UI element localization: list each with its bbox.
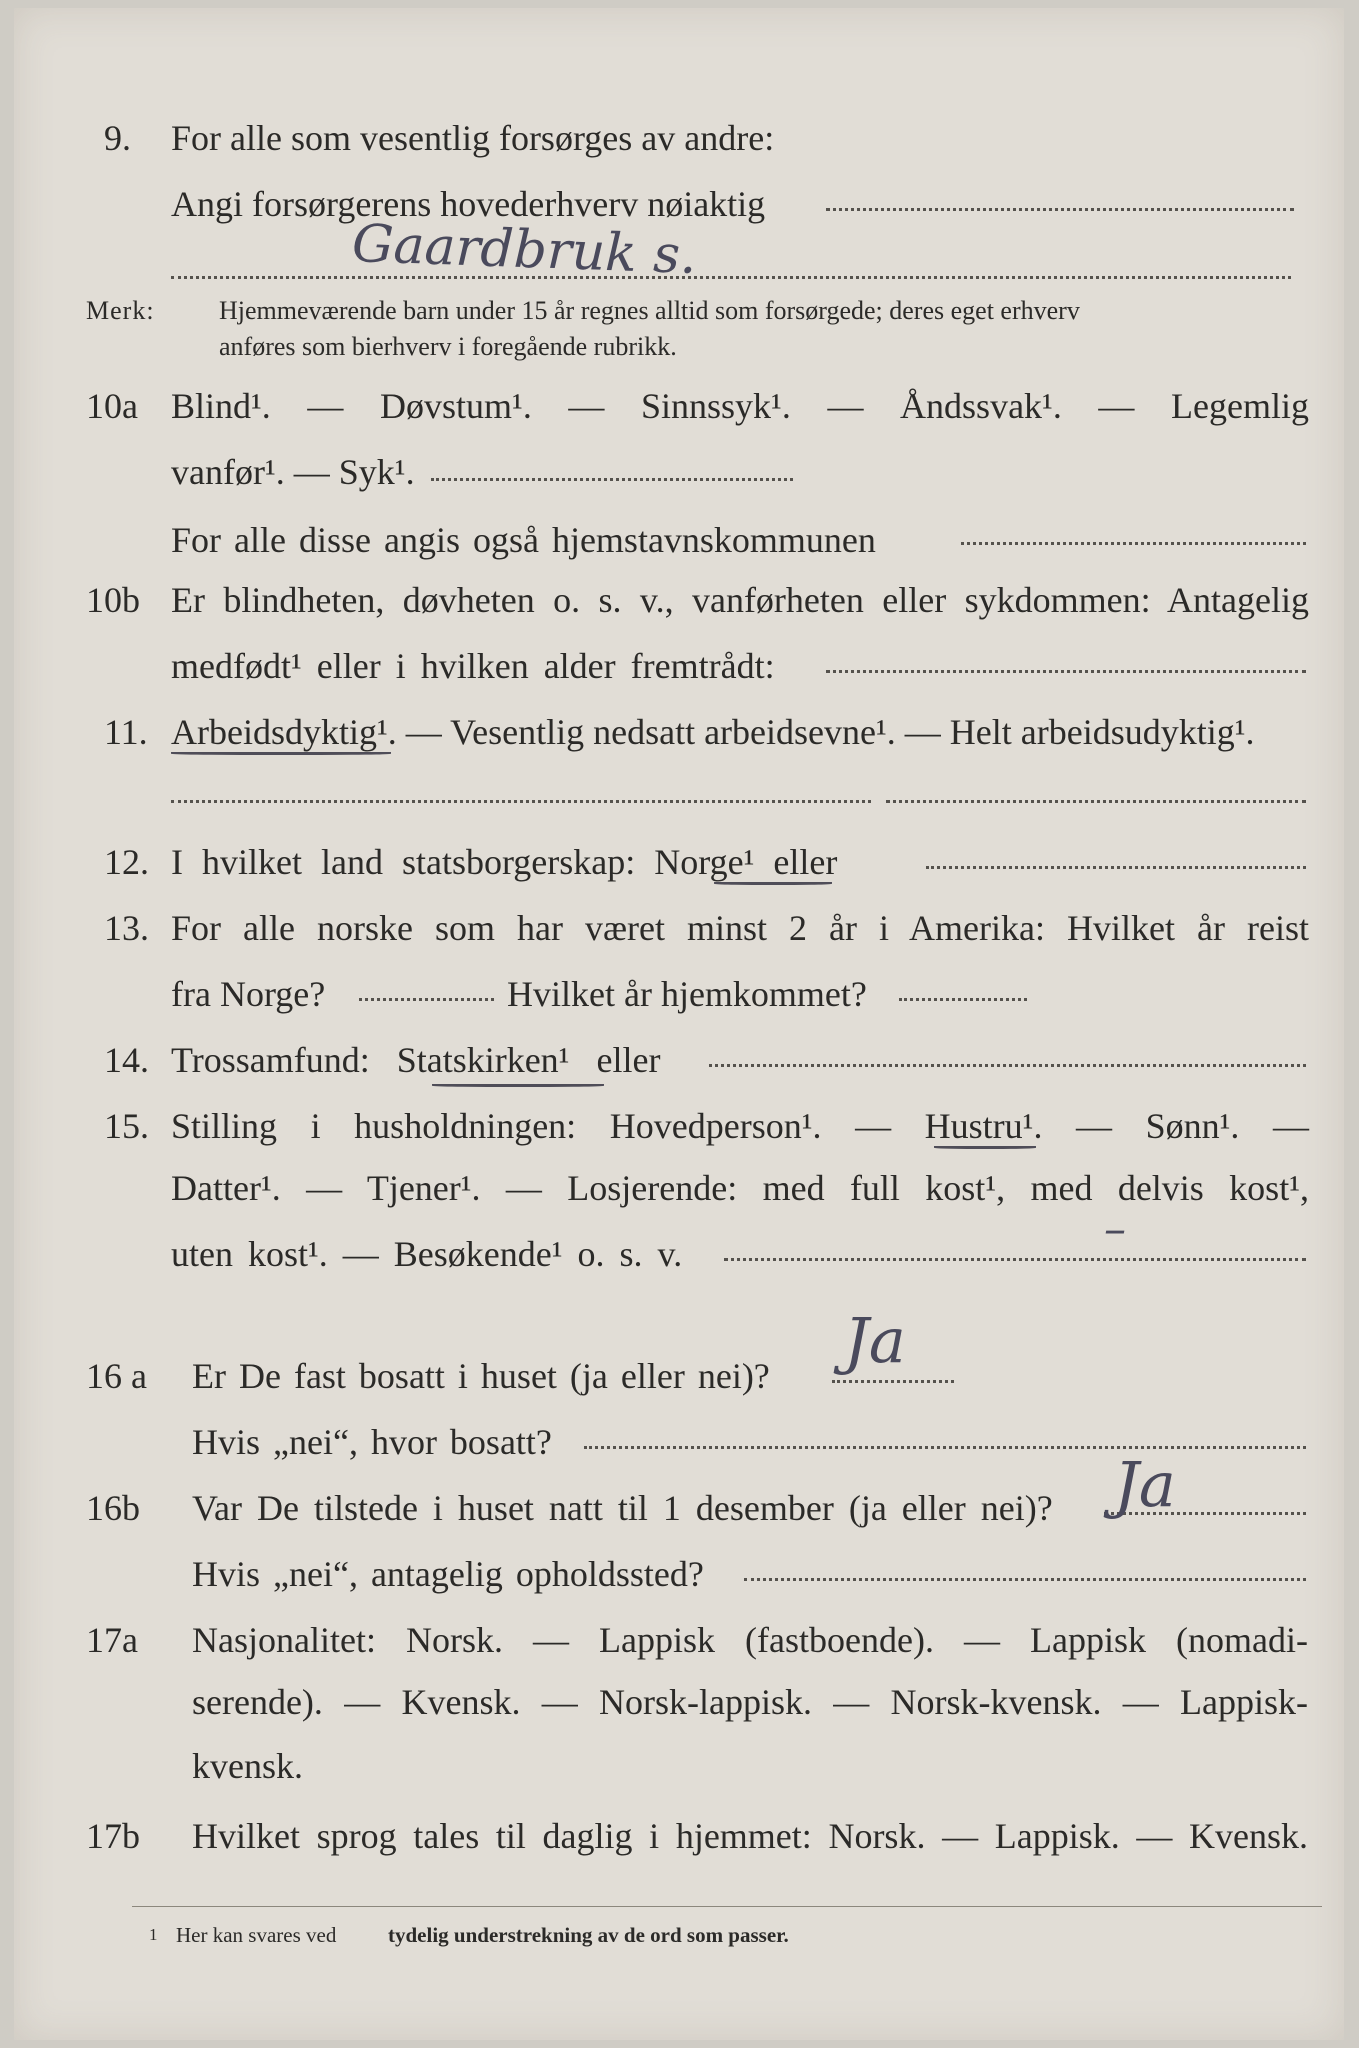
q15-text-line2: Datter¹. — Tjener¹. — Losjerende: med full kost¹, med delvis kost¹, <box>171 1168 1309 1208</box>
q16b-text-line2: Hvis „nei“, antagelig opholdssted? <box>192 1554 704 1594</box>
q11-answer-line-b <box>886 800 1306 803</box>
q10b-text-line1: Er blindheten, døvheten o. s. v., vanførheten eller sykdommen: Antagelig <box>171 580 1309 620</box>
q9-text-line1: For alle som vesentlig forsørges av andre: <box>171 118 775 158</box>
q16b-handwritten-answer: Ja <box>1114 1448 1176 1521</box>
q17a-number: 17a <box>86 1620 138 1660</box>
q16a-handwritten-answer: Ja <box>844 1304 906 1377</box>
q10a-sick-answer-line <box>431 478 793 481</box>
q15-underline-mark <box>934 1146 1036 1149</box>
q15-text-line3: uten kost¹. — Besøkende¹ o. s. v. <box>171 1234 683 1274</box>
q12-answer-line <box>926 866 1306 869</box>
q13-text-line2b: Hvilket år hjemkommet? <box>507 974 867 1014</box>
q16b-whereabouts-answer-line <box>744 1578 1306 1581</box>
q17a-text-line2: serende). — Kvensk. — Norsk-lappisk. — Norsk-kvensk. — Lappisk- <box>192 1682 1308 1722</box>
merk-label: Merk: <box>86 296 155 325</box>
q12-number: 12. <box>104 842 149 882</box>
footnote-separator <box>132 1906 1322 1907</box>
footnote-text-plain: Her kan svares ved <box>176 1923 337 1947</box>
q9-text-line2: Angi forsørgerens hovederhverv nøiaktig <box>171 184 766 224</box>
q14-underline-mark <box>432 1084 604 1087</box>
q13-text-line1: For alle norske som har været minst 2 år i Amerika: Hvilket år reist <box>171 908 1309 948</box>
q16a-text-line1: Er De fast bosatt i huset (ja eller nei)? <box>192 1356 770 1396</box>
q11-underline-mark <box>171 752 391 755</box>
merk-text-line2: anføres som bierhverv i foregående rubrikk. <box>219 332 677 361</box>
q10a-text-line1: Blind¹. — Døvstum¹. — Sinnssyk¹. — Åndssvak¹. — Legemlig <box>171 386 1309 426</box>
q16b-number: 16b <box>86 1488 140 1528</box>
q16a-text-line2: Hvis „nei“, hvor bosatt? <box>192 1422 552 1462</box>
q14-text-line1: Trossamfund: Statskirken¹ eller <box>171 1040 661 1080</box>
q17a-text-line1: Nasjonalitet: Norsk. — Lappisk (fastboende). — Lappisk (nomadi- <box>192 1620 1308 1660</box>
q11-answer-line-a <box>171 800 871 803</box>
q9-handwritten-answer: Gaardbruk s. <box>351 214 698 286</box>
q16a-answer-line <box>832 1380 954 1383</box>
q10b-answer-line <box>826 670 1306 673</box>
q10a-text-line3: For alle disse angis også hjemstavnskommunen <box>171 520 876 560</box>
footnote-marker: 1 <box>149 1925 158 1944</box>
q13-number: 13. <box>104 908 149 948</box>
q12-underline-mark <box>714 882 832 885</box>
q12-text-line1: I hvilket land statsborgerskap: Norge¹ eller <box>171 842 838 882</box>
q14-answer-line <box>709 1064 1306 1067</box>
footnote-text-bold: tydelig understrekning av de ord som passer. <box>388 1923 789 1947</box>
q14-number: 14. <box>104 1040 149 1080</box>
q17b-number: 17b <box>86 1816 140 1856</box>
census-form-page <box>14 8 1344 2040</box>
merk-text-line1: Hjemmeværende barn under 15 år regnes alltid som forsørgede; deres eget erhverv <box>219 296 1080 325</box>
q10a-number: 10a <box>86 386 138 426</box>
q13-text-line2a: fra Norge? <box>171 974 326 1014</box>
q15-text-line1: Stilling i husholdningen: Hovedperson¹. — Hustru¹. — Sønn¹. — <box>171 1106 1309 1146</box>
q10b-number: 10b <box>86 580 140 620</box>
q16a-residence-answer-line <box>584 1446 1306 1449</box>
q10a-text-line2: vanfør¹. — Syk¹. <box>171 452 415 492</box>
q13-year-returned-answer-line <box>899 998 1027 1001</box>
q15-answer-line <box>724 1258 1306 1261</box>
q17b-text-line1: Hvilket sprog tales til daglig i hjemmet: Norsk. — Lappisk. — Kvensk. <box>192 1816 1308 1856</box>
q9-answer-line2 <box>171 276 1291 279</box>
q10a-municipality-answer-line <box>961 542 1306 545</box>
q16a-number: 16 a <box>86 1356 147 1396</box>
q11-text-line1: Arbeidsdyktig¹. — Vesentlig nedsatt arbeidsevne¹. — Helt arbeidsudyktig¹. <box>171 712 1255 752</box>
q16b-text-line1: Var De tilstede i huset natt til 1 desember (ja eller nei)? <box>192 1488 1053 1528</box>
q11-number: 11. <box>104 712 148 752</box>
q13-year-left-answer-line <box>359 998 494 1001</box>
q9-answer-line1 <box>826 208 1294 211</box>
q15-handwritten-mark: – <box>1104 1204 1126 1255</box>
q15-number: 15. <box>104 1106 149 1146</box>
q17a-text-line3: kvensk. <box>192 1746 303 1786</box>
q9-number: 9. <box>104 118 131 158</box>
q10b-text-line2: medfødt¹ eller i hvilken alder fremtrådt: <box>171 646 775 686</box>
